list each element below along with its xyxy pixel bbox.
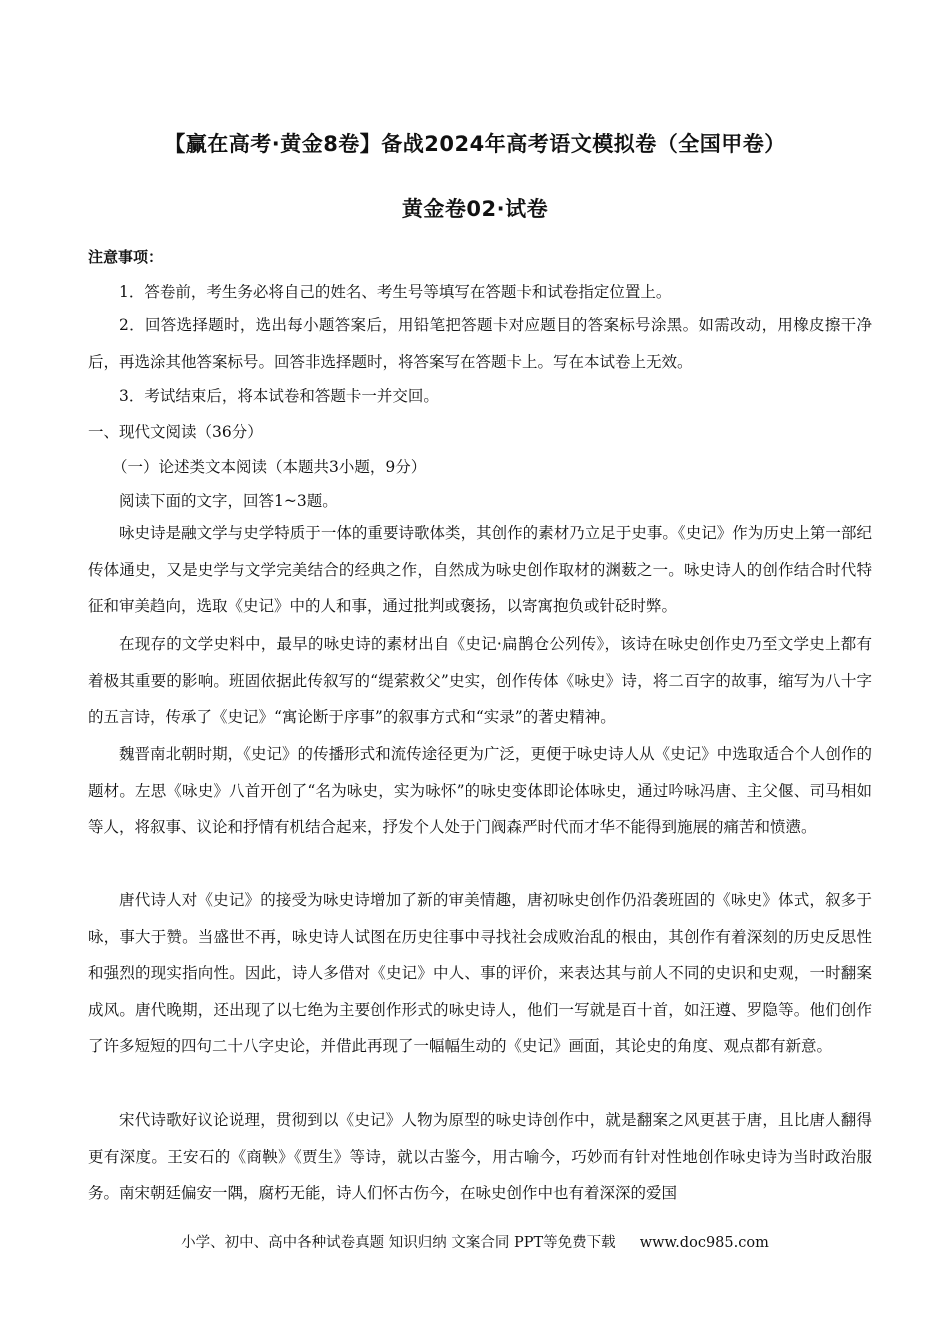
page-footer	[0, 1231, 950, 1252]
passage-paragraph-5: 宋代诗歌好议论说理，贯彻到以《史记》人物为原型的咏史诗创作中，就是翻案之风更甚于唐，且比唐人翻得更有深度。王安石的《商鞅》《贾生》等诗，就以古鉴今，用古喻今，巧妙而有针对性地创作咏史诗为当时政治服务。南宋朝廷偏安一隅，腐朽无能，诗人们怀古伤今，在咏史创作中也有着深深的爱国	[88, 1111, 872, 1202]
section-instruction: 阅读下面的文字，回答1~3题。	[119, 492, 338, 510]
section-heading: 一、现代文阅读（36分）	[88, 423, 263, 441]
notes-heading: 注意事项：	[88, 248, 164, 266]
passage-paragraph-4: 唐代诗人对《史记》的接受为咏史诗增加了新的审美情趣，唐初咏史创作仍沿袭班固的《咏史》体式，叙多于咏，事大于赞。当盛世不再，咏史诗人试图在历史往事中寻找社会成败治乱的根由，其创作有着深刻的历史反思性和强烈的现实指向性。因此，诗人多借对《史记》中人、事的评价，来表达其与前人不同的史识和史观，一时翻案成风。唐代晚期，还出现了以七绝为主要创作形式的咏史诗人，他们一写就是百十首，如汪遵、罗隐等。他们创作了许多短短的四句二十八字史论，并借此再现了一幅幅生动的《史记》画面，其论史的角度、观点都有新意。	[88, 891, 872, 1055]
footer-url[interactable]: www.doc985.com	[639, 1235, 769, 1251]
notes-item-1: 1．答卷前，考生务必将自己的姓名、考生号等填写在答题卡和试卷指定位置上。	[119, 283, 672, 301]
passage-paragraph-3: 魏晋南北朝时期，《史记》的传播形式和流传途径更为广泛，更便于咏史诗人从《史记》中选取适合个人创作的题材。左思《咏史》八首开创了“名为咏史，实为咏怀”的咏史变体即论体咏史，通过吟咏冯唐、主父偃、司马相如等人，将叙事、议论和抒情有机结合起来，抒发个人处于门阀森严时代而才华不能得到施展的痛苦和愤懑。	[88, 745, 872, 836]
document-subtitle: 黄金卷02·试卷	[401, 197, 549, 221]
footer-text: 小学、初中、高中各种试卷真题 知识归纳 文案合同 PPT等免费下载	[181, 1235, 616, 1251]
notes-item-3: 3．考试结束后，将本试卷和答题卡一并交回。	[119, 387, 439, 405]
notes-item-2: 2．回答选择题时，选出每小题答案后，用铅笔把答题卡对应题目的答案标号涂黑。如需改动，用橡皮擦干净后，再选涂其他答案标号。回答非选择题时，将答案写在答题卡上。写在本试卷上无效。	[88, 316, 872, 371]
passage-paragraph-1: 咏史诗是融文学与史学特质于一体的重要诗歌体类，其创作的素材乃立足于史事。《史记》作为历史上第一部纪传体通史，又是史学与文学完美结合的经典之作，自然成为咏史创作取材的渊薮之一。咏史诗人的创作结合时代特征和审美趋向，选取《史记》中的人和事，通过批判或褒扬，以寄寓抱负或针砭时弊。	[88, 524, 872, 615]
passage-paragraph-2: 在现存的文学史料中，最早的咏史诗的素材出自《史记·扁鹊仓公列传》，该诗在咏史创作史乃至文学史上都有着极其重要的影响。班固依据此传叙写的“缇萦救父”史实，创作传体《咏史》诗，将二百字的故事，缩写为八十字的五言诗，传承了《史记》“寓论断于序事”的叙事方式和“实录”的著史精神。	[88, 635, 872, 726]
document-title: 【赢在高考·黄金8卷】备战2024年高考语文模拟卷（全国甲卷）	[164, 132, 786, 156]
section-subheading: （一）论述类文本阅读（本题共3小题，9分）	[112, 458, 427, 476]
